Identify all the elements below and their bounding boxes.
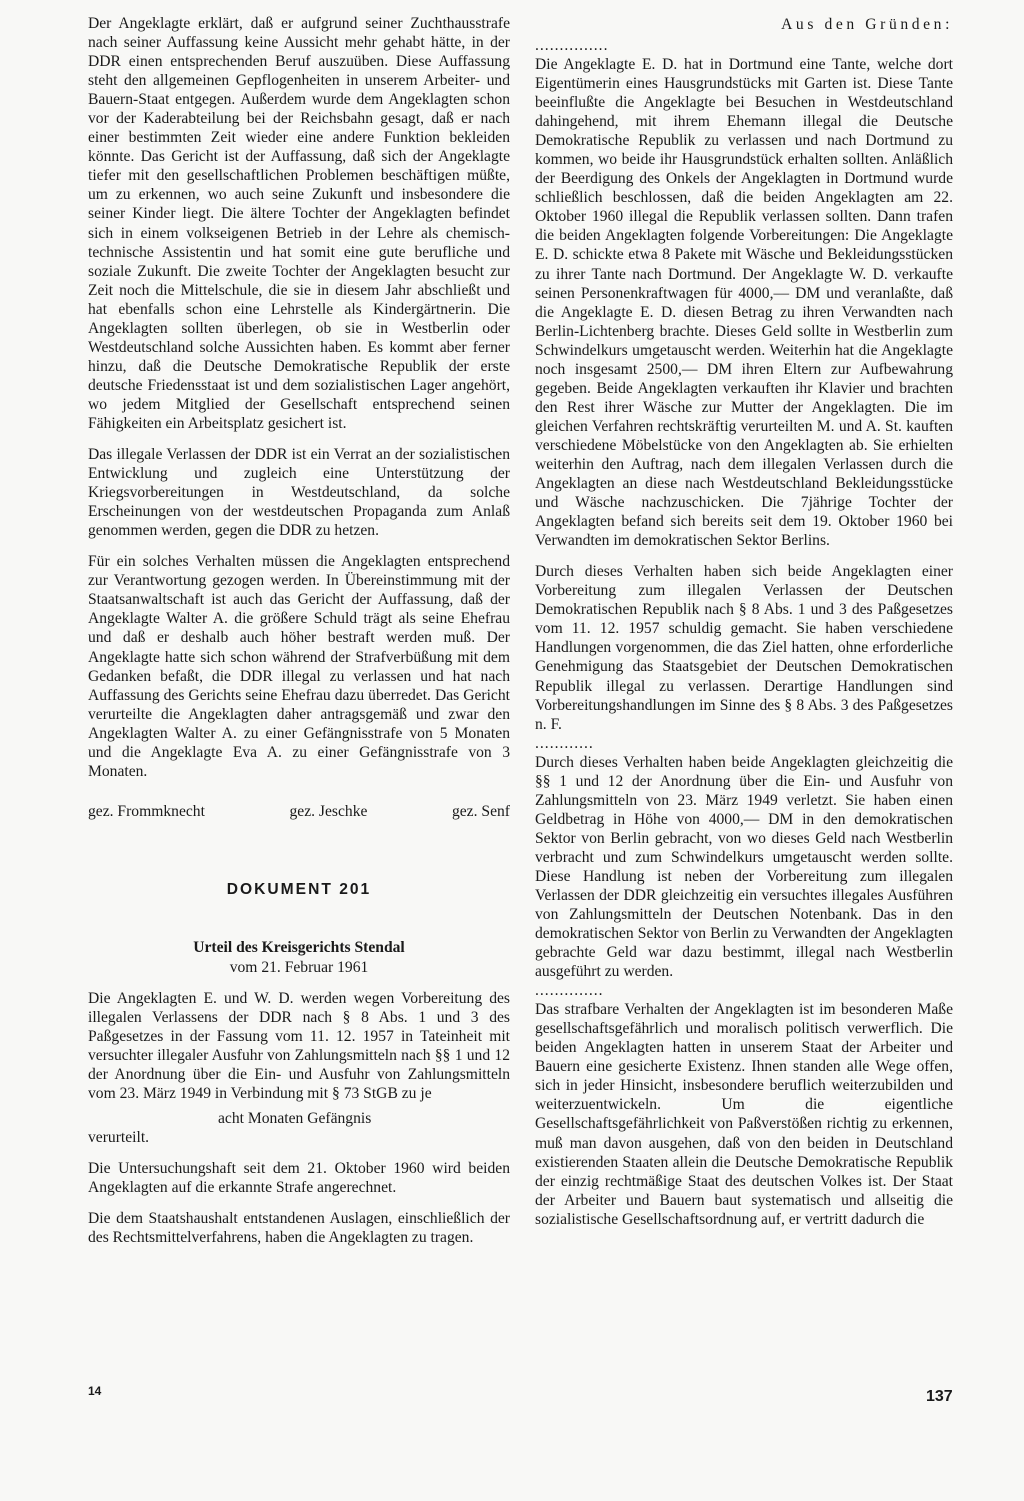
signature-jeschke: gez. Jeschke: [289, 802, 368, 820]
court-date: vom 21. Februar 1961: [229, 958, 369, 976]
signature-row: [88, 803, 510, 821]
signature-senf: gez. Senf: [451, 802, 510, 820]
custody-paragraph: Die Untersuchungshaft seit dem 21. Oktober 1960 wird beiden Angeklagten auf die erkannte Strafe angerechnet.: [88, 1160, 510, 1197]
page-number-right: 137: [926, 1388, 953, 1405]
right-column: [535, 14, 953, 1241]
left-paragraph-3: Für ein solches Verhalten müssen die Angeklagten entsprechend zur Verantwortung gezogen werden. In Übereinstimmung mit der Staatsanwaltschaft ist auch das Gericht der Auffassung, daß der Angeklagte Walter A. die größere Schuld trägt als seine Ehefrau und daß er deshalb auch höher bestraft werden muß. Der Angeklagte hatte sich schon während der Strafverbüßung mit dem Gedanken befaßt, die DDR illegal zu verlassen und hat nach Auffassung des Gerichts seine Ehefrau dazu überredet. Das Gericht verurteilte die Angeklagten daher antragsgemäß und zwar den Angeklagten Walter A. zu einer Gefängnisstrafe von 5 Monaten und die Angeklagte Eva A. zu einer Gefängnisstrafe von 3 Monaten.: [88, 553, 510, 780]
right-paragraph-4: Das strafbare Verhalten der Angeklagten ist im besonderen Maße gesellschaftsgefährlich und moralisch politisch verwerflich. Die beiden Angeklagten hatten in unserem Staat der Arbeiter und Bauern eine gesicherte Existenz. Ihnen standen alle Wege offen, sich in jeder Hinsicht, insbesondere beruflich weiterzubilden und weiterzuentwickeln. Um die eigentliche Gesellschaftsgefährlichkeit von Paßverstößen richtig zu erkennen, muß man davon ausgehen, daß von den beiden in Deutschland existierenden Staaten allein die Deutsche Demokratische Republik der einzig rechtmäßige Staat des deutschen Volkes ist. Der Staat der Arbeiter und Bauern baut systematisch und allseitig die sozialistische Gesellschaftsordnung auf, er vertritt dadurch die: [535, 1001, 953, 1228]
left-paragraph-1: Der Angeklagte erklärt, daß er aufgrund seiner Zuchthausstrafe nach seiner Auffassung keine Aussicht mehr gehabt hätte, in der DDR einen entsprechenden Beruf auszuüben. Diese Auffassung steht den allgemeinen Gepflogenheiten in unserem Arbeiter- und Bauern-Staat entgegen. Außerdem wurde dem Angeklagten schon vor der Kaderabteilung bei der Reichsbahn gesagt, daß er nach einer bestimmten Zeit wieder eine andere Funktion bekleiden könnte. Das Gericht ist der Auffassung, daß sich der Angeklagte tiefer mit den gesellschaftlichen Problemen beschäftigen müßte, um zu erkennen, wo auch seine Zukunft und insbesondere die seiner Kinder liegt. Die ältere Tochter der Angeklagten befindet sich in einem volkseigenen Betrieb in der Lehre als chemisch-technische Assistentin und hat somit eine gute berufliche und soziale Zukunft. Die zweite Tochter der Angeklagten besucht zur Zeit noch die Mittelschule, die sie in diesem Jahr abschließt und hat ebenfalls schon eine Lehrstelle als Kindergärtnerin. Die Angeklagten sollten überlegen, ob sie in Westberlin oder Westdeutschland solche Aussichten haben. Es kommt aber ferner hinzu, daß die Deutsche Demokratische Republik der erste deutsche Friedensstaat ist und dem sozialistischen Lager angehört, wo jedem Mitglied der Gesellschaft entsprechend seinen Fähigkeiten ein Arbeitsplatz gesichert ist.: [88, 15, 510, 432]
right-paragraph-1: Die Angeklagte E. D. hat in Dortmund eine Tante, welche dort Eigentümerin eines Hausgrundstücks mit Garten ist. Diese Tante beeinflußte die Angeklagte bei Besuchen in Westdeutschland dahingehend, mit ihrem Ehemann illegal die Deutsche Demokratische Republik zu verlassen und nach Dortmund zu kommen, wo beide ihr Hausgrundstück erhalten sollten. Anläßlich der Beerdigung des Onkels der Angeklagten in Dortmund wurde schließlich beschlossen, daß die beiden Angeklagten am 22. Oktober 1960 illegal die Republik verlassen sollten. Dann trafen die beiden Angeklagten folgende Vorbereitungen: Die Angeklagte E. D. schickte etwa 8 Pakete mit Wäsche und Bekleidungsstücken zu ihrer Tante nach Dortmund. Der Angeklagte W. D. verkaufte seinen Personenkraftwagen für 4000,— DM und veranlaßte, daß die Angeklagte E. D. diesen Betrag zu ihren Verwandten nach Berlin-Lichtenberg brachte. Dieses Geld sollte in Westberlin zum Schwindelkurs umgetauscht werden. Weiterhin hat die Angeklagte noch insgesamt 2500,— DM ihren Eltern zur Aufbewahrung gegeben. Beide Angeklagten verkauften ihr Klavier und brachten den Rest ihrer Wäsche zur Mutter der Angeklagten. Die im gleichen Verfahren rechtskräftig verurteilten M. und A. St. kauften verschiedene Möbelstücke von den Angeklagten ab. Sie erhielten weiterhin den Auftrag, nach dem illegalen Verlassen durch die Angeklagten an diese nach Westdeutschland Bekleidungsstücke und Wäsche nachzuschicken. Die 7jährige Tochter der Angeklagten befand sich bereits seit dem 19. Oktober 1960 bei Verwandten im demokratischen Sektor Berlins.: [535, 56, 953, 550]
document-heading: DOKUMENT 201: [226, 880, 372, 898]
right-paragraph-3: Durch dieses Verhalten haben beide Angeklagten gleichzeitig die §§ 1 und 12 der Anordnung über die Ein- und Ausfuhr von Zahlungsmitteln von 23. März 1949 verletzt. Sie haben einen Geldbetrag in Höhe von 4000,— DM in den demokratischen Sektor von Berlin gebracht, von wo dieses Geld nach Westberlin verbracht und zum Schwindelkurs umgetauscht werden sollte. Diese Handlung ist neben der Vorbereitung zum illegalen Verlassen der DDR gleichzeitig ein versuchtes illegales Ausführen von Zahlungsmitteln der Deutschen Notenbank. Das in den demokratischen Sektor von Berlin zu Verwandten der Angeklagten gebrachte Geld war dazu bestimmt, illegal nach Westberlin ausgeführt zu werden.: [535, 753, 953, 981]
verurteilt-line: verurteilt.: [88, 1129, 150, 1147]
ellipsis-2: ............: [535, 734, 594, 752]
right-paragraph-2: Durch dieses Verhalten haben sich beide Angeklagten einer Vorbereitung zum illegalen Verlassen der Deutschen Demokratischen Republik nach § 8 Abs. 1 und 3 des Paßgesetzes vom 11. 12. 1957 schuldig gemacht. Sie haben verschiedene Handlungen vorgenommen, die das Ziel hatten, ohne erforderliche Genehmigung das Staatsgebiet der Deutschen Demokratischen Republik illegal zu verlassen. Derartige Handlungen sind Vorbereitungshandlungen im Sinne des § 8 Abs. 3 des Paßgesetzes n. F.: [535, 563, 953, 733]
signature-frommknecht: gez. Frommknecht: [88, 802, 205, 820]
left-paragraph-2: Das illegale Verlassen der DDR ist ein Verrat an der sozialistischen Entwicklung und zugleich eine Unterstützung der Kriegsvorbereitungen in Westdeutschland, da solche Erscheinungen von der westdeutschen Propaganda zum Anlaß genommen werden, gegen die DDR zu hetzen.: [88, 446, 510, 540]
section-heading: Aus den Gründen:: [781, 16, 953, 33]
sentence-line: acht Monaten Gefängnis: [218, 1110, 372, 1128]
costs-paragraph: Die dem Staatshaushalt entstandenen Auslagen, einschließlich der des Rechtsmittelverfahrens, haben die Angeklagten zu tragen.: [88, 1210, 510, 1247]
ellipsis-1: ...............: [535, 37, 609, 54]
verdict-paragraph: Die Angeklagten E. und W. D. werden wegen Vorbereitung des illegalen Verlassens der DDR nach § 8 Abs. 1 und 3 des Paßgesetzes in der Fassung vom 11. 12. 1957 in Tateinheit mit versuchter illegaler Ausfuhr von Zahlungsmitteln nach §§ 1 und 12 der Anordnung über die Ein- und Ausfuhr von Zahlungsmitteln vom 23. März 1949 in Verbindung mit § 73 StGB zu je: [88, 989, 510, 1103]
page-number-left: 14: [88, 1384, 102, 1398]
court-title: Urteil des Kreisgerichts Stendal: [193, 938, 405, 956]
ellipsis-3: ..............: [535, 982, 604, 1000]
left-column: [88, 14, 510, 1259]
